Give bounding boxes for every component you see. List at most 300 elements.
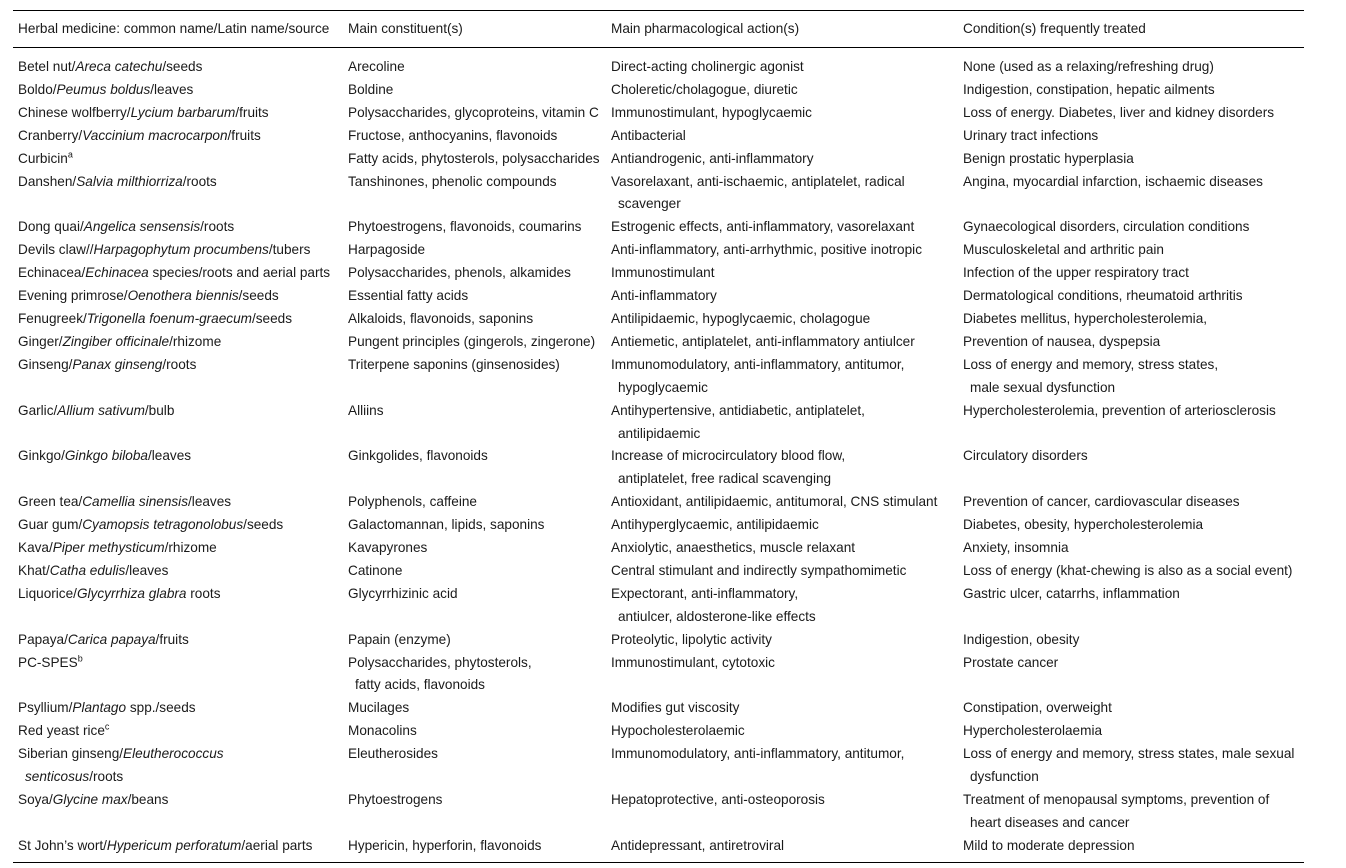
table <box>13 11 1304 862</box>
constituent-cell <box>343 102 606 125</box>
common-name: Cranberry/ <box>18 127 83 143</box>
common-name: Red yeast rice <box>18 723 105 739</box>
action-text: Antioxidant, antilipidaemic, antitumoral, CNS stimulant <box>611 494 938 510</box>
latin-name: Salvia milthiorriza <box>76 173 183 189</box>
table-row <box>13 354 1304 400</box>
common-name: Liquorice/ <box>18 585 77 601</box>
constituent-text: Polyphenols, caffeine <box>348 494 477 510</box>
constituent-cell <box>343 720 606 743</box>
condition-cell <box>958 262 1304 285</box>
table-row <box>13 239 1304 262</box>
action-cell <box>606 491 958 514</box>
herb-name-cell <box>13 789 343 835</box>
constituent-text: Ginkgolides, flavonoids <box>348 448 488 464</box>
table-row <box>13 400 1304 446</box>
condition-text: Dermatological conditions, rheumatoid arthritis <box>963 288 1243 304</box>
condition-text: Musculoskeletal and arthritic pain <box>963 242 1164 258</box>
condition-text: Loss of energy. Diabetes, liver and kidney disorders <box>963 104 1275 120</box>
common-name: Curbicin <box>18 150 68 166</box>
condition-cell <box>958 171 1304 217</box>
herb-name-cell <box>13 583 343 629</box>
constituent-text: Galactomannan, lipids, saponins <box>348 517 545 533</box>
action-cell <box>606 514 958 537</box>
action-text: Antidepressant, antiretroviral <box>611 837 785 853</box>
constituent-cell <box>343 583 606 629</box>
action-text: Immunostimulant, hypoglycaemic <box>611 104 812 120</box>
common-name: Papaya/ <box>18 631 68 647</box>
latin-name: Areca catechu <box>75 59 163 74</box>
bottom-rule <box>13 862 1304 863</box>
constituent-cell <box>343 285 606 308</box>
source-part: /fruits <box>235 104 269 120</box>
latin-name: Zingiber officinale <box>62 333 170 349</box>
source-part: /beans <box>127 792 169 807</box>
source-part: /roots <box>162 356 197 372</box>
common-name: Siberian ginseng/ <box>18 746 124 762</box>
common-name: Betel nut/ <box>18 59 76 74</box>
condition-text: Prevention of cancer, cardiovascular diseases <box>963 494 1240 510</box>
action-cell <box>606 331 958 354</box>
source-part: /leaves <box>150 81 194 97</box>
table-row <box>13 79 1304 102</box>
common-name: Danshen/ <box>18 173 77 189</box>
condition-cell <box>958 125 1304 148</box>
condition-cell <box>958 48 1304 79</box>
action-text: antiulcer, aldosterone-like effects <box>618 608 816 624</box>
source-part: /fruits <box>227 127 261 143</box>
constituent-text: Triterpene saponins (ginsenosides) <box>348 356 560 372</box>
action-cell <box>606 652 958 698</box>
condition-text: Loss of energy and memory, stress states, male sexual <box>963 746 1295 762</box>
source-part: /aerial parts <box>241 837 313 853</box>
action-text: Hypocholesterolaemic <box>611 723 745 739</box>
condition-text: Hypercholesterolemia, prevention of arteriosclerosis <box>963 402 1276 418</box>
condition-text: dysfunction <box>970 769 1039 785</box>
table-body <box>13 48 1304 862</box>
table-row <box>13 331 1304 354</box>
constituent-text: Alliins <box>348 402 384 418</box>
constituent-cell <box>343 537 606 560</box>
action-cell <box>606 239 958 262</box>
condition-cell <box>958 79 1304 102</box>
herb-name-cell <box>13 79 343 102</box>
condition-cell <box>958 537 1304 560</box>
action-text: Estrogenic effects, anti-inflammatory, vasorelaxant <box>611 219 915 235</box>
header-conditions-treated: Condition(s) frequently treated <box>963 21 1146 36</box>
herb-name-cell <box>13 331 343 354</box>
condition-text: male sexual dysfunction <box>970 379 1116 395</box>
condition-cell <box>958 743 1304 789</box>
action-cell <box>606 537 958 560</box>
common-name: Echinacea/ <box>18 265 86 281</box>
common-name: Dong quai/ <box>18 219 84 235</box>
condition-cell <box>958 789 1304 835</box>
condition-text: Circulatory disorders <box>963 448 1088 464</box>
constituent-cell <box>343 331 606 354</box>
condition-cell <box>958 835 1304 858</box>
table-row <box>13 652 1304 698</box>
herb-name-cell <box>13 262 343 285</box>
action-text: Antibacterial <box>611 127 686 143</box>
herb-name-cell <box>13 743 343 789</box>
latin-name: Piper methysticum <box>52 540 165 556</box>
action-text: Immunomodulatory, anti-inflammatory, antitumor, <box>611 356 905 372</box>
constituent-text: Polysaccharides, glycoproteins, vitamin C <box>348 104 599 120</box>
action-cell <box>606 629 958 652</box>
constituent-text: Eleutherosides <box>348 746 438 762</box>
latin-name: Eleutherococcus <box>123 746 224 762</box>
action-text: Hepatoprotective, anti-osteoporosis <box>611 792 825 807</box>
common-name: Devils claw// <box>18 242 94 258</box>
action-text: antilipidaemic <box>618 425 701 441</box>
condition-text: Gastric ulcer, catarrhs, inflammation <box>963 585 1180 601</box>
herb-name-cell <box>13 125 343 148</box>
herb-name-cell <box>13 652 343 698</box>
constituent-text: Boldine <box>348 81 394 97</box>
latin-name: Lycium barbarum <box>130 104 236 120</box>
constituent-cell <box>343 48 606 79</box>
condition-text: Treatment of menopausal symptoms, prevention of <box>963 792 1270 807</box>
latin-name: Carica papaya <box>67 631 156 647</box>
header-main-constituents: Main constituent(s) <box>348 21 463 36</box>
herb-name-cell <box>13 445 343 491</box>
latin-name: Harpagophytum procumbens <box>93 242 269 258</box>
condition-text: Loss of energy (khat-chewing is also as a social event) <box>963 562 1293 578</box>
action-text: Central stimulant and indirectly sympathomimetic <box>611 562 907 578</box>
latin-name: Cyamopsis tetragonolobus <box>82 517 244 533</box>
action-cell <box>606 835 958 858</box>
table-row <box>13 743 1304 789</box>
source-part: species/roots and aerial parts <box>148 265 331 281</box>
action-text: Antihyperglycaemic, antilipidaemic <box>611 517 819 533</box>
latin-name: Oenothera biennis <box>127 288 239 304</box>
action-cell <box>606 400 958 446</box>
latin-name: Echinacea <box>85 265 149 281</box>
condition-cell <box>958 148 1304 171</box>
herb-name-cell <box>13 148 343 171</box>
condition-text: Indigestion, obesity <box>963 631 1080 647</box>
action-text: Immunostimulant, cytotoxic <box>611 654 775 670</box>
latin-name: Panax ginseng <box>72 356 163 372</box>
latin-name-continued: senticosus <box>25 769 90 785</box>
condition-text: Loss of energy and memory, stress states, <box>963 356 1219 372</box>
constituent-cell <box>343 789 606 835</box>
latin-name: Catha edulis <box>49 562 126 578</box>
constituent-cell <box>343 125 606 148</box>
source-part: spp./seeds <box>126 700 196 716</box>
source-part: /seeds <box>243 517 284 533</box>
constituent-text: Alkaloids, flavonoids, saponins <box>348 310 534 326</box>
constituent-text: fatty acids, flavonoids <box>355 677 485 693</box>
source-part: roots <box>186 585 221 601</box>
common-name: PC-SPES <box>18 654 78 670</box>
herb-name-cell <box>13 629 343 652</box>
source-part: /fruits <box>155 631 189 647</box>
condition-cell <box>958 697 1304 720</box>
constituent-cell <box>343 491 606 514</box>
condition-text: Diabetes mellitus, hypercholesterolemia, <box>963 310 1208 326</box>
herb-name-cell <box>13 285 343 308</box>
action-cell <box>606 308 958 331</box>
table-row <box>13 285 1304 308</box>
latin-name: Allium sativum <box>57 402 145 418</box>
source-part: /seeds <box>251 310 293 326</box>
condition-text: Hypercholesterolaemia <box>963 723 1103 739</box>
footnote-marker: c <box>104 721 110 732</box>
action-text: Anti-inflammatory <box>611 288 717 304</box>
constituent-text: Polysaccharides, phenols, alkamides <box>348 265 571 281</box>
condition-cell <box>958 652 1304 698</box>
common-name: Kava/ <box>18 540 53 556</box>
source-part: /leaves <box>188 494 232 510</box>
constituent-text: Pungent principles (gingerols, zingerone) <box>348 333 596 349</box>
action-text: Choleretic/cholagogue, diuretic <box>611 81 798 97</box>
condition-cell <box>958 560 1304 583</box>
action-text: Antihypertensive, antidiabetic, antiplatelet, <box>611 402 865 418</box>
condition-text: heart diseases and cancer <box>970 814 1130 830</box>
latin-name: Trigonella foenum-graecum <box>86 310 252 326</box>
herb-name-cell <box>13 514 343 537</box>
action-text: Antiandrogenic, anti-inflammatory <box>611 150 814 166</box>
condition-cell <box>958 720 1304 743</box>
constituent-text: Arecoline <box>348 59 405 74</box>
action-cell <box>606 216 958 239</box>
table-row <box>13 148 1304 171</box>
action-cell <box>606 720 958 743</box>
condition-text: Prevention of nausea, dyspepsia <box>963 333 1161 349</box>
source-part: /bulb <box>144 402 175 418</box>
table-row <box>13 48 1304 79</box>
condition-cell <box>958 445 1304 491</box>
source-part: /leaves <box>148 448 192 464</box>
latin-name: Plantago <box>72 700 127 716</box>
action-text: Increase of microcirculatory blood flow, <box>611 448 846 464</box>
condition-text: Constipation, overweight <box>963 700 1112 716</box>
constituent-cell <box>343 171 606 217</box>
action-cell <box>606 789 958 835</box>
constituent-cell <box>343 262 606 285</box>
action-cell <box>606 102 958 125</box>
constituent-text: Fructose, anthocyanins, flavonoids <box>348 127 558 143</box>
constituent-cell <box>343 629 606 652</box>
table-row <box>13 789 1304 835</box>
constituent-cell <box>343 308 606 331</box>
herbal-medicine-table <box>13 10 1304 863</box>
condition-text: Anxiety, insomnia <box>963 540 1069 556</box>
latin-name: Camellia sinensis <box>82 494 189 510</box>
constituent-cell <box>343 400 606 446</box>
constituent-text: Catinone <box>348 562 403 578</box>
constituent-text: Monacolins <box>348 723 417 739</box>
herb-name-cell <box>13 216 343 239</box>
constituent-cell <box>343 148 606 171</box>
constituent-cell <box>343 445 606 491</box>
action-cell <box>606 125 958 148</box>
herb-name-cell <box>13 697 343 720</box>
condition-cell <box>958 239 1304 262</box>
action-text: Antilipidaemic, hypoglycaemic, cholagogue <box>611 310 871 326</box>
latin-name: Angelica sensensis <box>83 219 201 235</box>
common-name: Ginkgo/ <box>18 448 65 464</box>
condition-text: Infection of the upper respiratory tract <box>963 265 1189 281</box>
common-name: Fenugreek/ <box>18 310 87 326</box>
herb-name-cell <box>13 48 343 79</box>
header-pharmacological-actions: Main pharmacological action(s) <box>611 21 800 36</box>
constituent-cell <box>343 239 606 262</box>
condition-text: Urinary tract infections <box>963 127 1099 143</box>
action-cell <box>606 48 958 79</box>
condition-cell <box>958 216 1304 239</box>
table-row <box>13 262 1304 285</box>
condition-cell <box>958 400 1304 446</box>
table-row <box>13 171 1304 217</box>
action-text: antiplatelet, free radical scavenging <box>618 471 832 487</box>
action-cell <box>606 262 958 285</box>
table-row <box>13 514 1304 537</box>
action-cell <box>606 560 958 583</box>
table-row <box>13 697 1304 720</box>
action-cell <box>606 445 958 491</box>
constituent-text: Hypericin, hyperforin, flavonoids <box>348 837 542 853</box>
action-text: Modifies gut viscosity <box>611 700 740 716</box>
condition-text: Mild to moderate depression <box>963 837 1135 853</box>
herb-name-cell <box>13 560 343 583</box>
condition-text: Prostate cancer <box>963 654 1059 670</box>
table-row <box>13 537 1304 560</box>
common-name: Evening primrose/ <box>18 288 128 304</box>
table-row <box>13 216 1304 239</box>
condition-cell <box>958 514 1304 537</box>
constituent-text: Kavapyrones <box>348 540 428 556</box>
common-name: Green tea/ <box>18 494 83 510</box>
source-part: /roots <box>89 769 124 785</box>
latin-name: Peumus boldus <box>56 81 151 97</box>
constituent-text: Harpagoside <box>348 242 426 258</box>
constituent-text: Mucilages <box>348 700 410 716</box>
action-cell <box>606 354 958 400</box>
action-cell <box>606 148 958 171</box>
footnote-marker: b <box>77 653 83 664</box>
constituent-cell <box>343 216 606 239</box>
table-row <box>13 560 1304 583</box>
source-part: /rhizome <box>169 333 222 349</box>
action-cell <box>606 697 958 720</box>
constituent-cell <box>343 652 606 698</box>
table-row <box>13 308 1304 331</box>
action-text: Anti-inflammatory, anti-arrhythmic, positive inotropic <box>611 242 922 258</box>
constituent-cell <box>343 560 606 583</box>
common-name: Boldo/ <box>18 81 57 97</box>
condition-text: Gynaecological disorders, circulation conditions <box>963 219 1250 235</box>
constituent-text: Essential fatty acids <box>348 288 469 304</box>
condition-text: None (used as a relaxing/refreshing drug) <box>963 59 1214 74</box>
herb-name-cell <box>13 354 343 400</box>
latin-name: Glycine max <box>52 792 128 807</box>
common-name: Chinese wolfberry/ <box>18 104 131 120</box>
common-name: Guar gum/ <box>18 517 83 533</box>
footnote-marker: a <box>67 149 73 160</box>
header-herbal-medicine: Herbal medicine: common name/Latin name/source <box>18 21 330 36</box>
constituent-text: Fatty acids, phytosterols, polysaccharides <box>348 150 600 166</box>
common-name: Khat/ <box>18 562 50 578</box>
table-row <box>13 445 1304 491</box>
condition-cell <box>958 102 1304 125</box>
herb-name-cell <box>13 835 343 858</box>
action-cell <box>606 743 958 789</box>
common-name: Garlic/ <box>18 402 58 418</box>
herb-name-cell <box>13 400 343 446</box>
constituent-text: Phytoestrogens <box>348 792 443 807</box>
table-row <box>13 583 1304 629</box>
source-part: /tubers <box>268 242 311 258</box>
condition-cell <box>958 354 1304 400</box>
constituent-text: Glycyrrhizinic acid <box>348 585 458 601</box>
condition-cell <box>958 629 1304 652</box>
latin-name: Vaccinium macrocarpon <box>82 127 228 143</box>
condition-cell <box>958 331 1304 354</box>
table-row <box>13 720 1304 743</box>
common-name: Psyllium/ <box>18 700 73 716</box>
table-row <box>13 629 1304 652</box>
constituent-cell <box>343 835 606 858</box>
table-row <box>13 491 1304 514</box>
common-name: St John’s wort/ <box>18 837 107 853</box>
source-part: /roots <box>182 173 217 189</box>
herb-name-cell <box>13 491 343 514</box>
action-text: Antiemetic, antiplatelet, anti-inflammatory antiulcer <box>611 333 915 349</box>
source-part: /roots <box>200 219 235 235</box>
action-text: Expectorant, anti-inflammatory, <box>611 585 799 601</box>
source-part: /seeds <box>162 59 203 74</box>
action-text: hypoglycaemic <box>618 379 708 395</box>
herb-name-cell <box>13 102 343 125</box>
source-part: /seeds <box>238 288 279 304</box>
constituent-text: Phytoestrogens, flavonoids, coumarins <box>348 219 582 235</box>
action-text: Direct-acting cholinergic agonist <box>611 59 804 74</box>
constituent-cell <box>343 514 606 537</box>
constituent-cell <box>343 79 606 102</box>
action-cell <box>606 583 958 629</box>
action-cell <box>606 79 958 102</box>
condition-cell <box>958 583 1304 629</box>
constituent-cell <box>343 743 606 789</box>
herb-name-cell <box>13 308 343 331</box>
herb-name-cell <box>13 537 343 560</box>
action-cell <box>606 171 958 217</box>
common-name: Ginseng/ <box>18 356 73 372</box>
latin-name: Ginkgo biloba <box>64 448 148 464</box>
condition-text: Angina, myocardial infarction, ischaemic diseases <box>963 173 1263 189</box>
constituent-text: Tanshinones, phenolic compounds <box>348 173 557 189</box>
constituent-cell <box>343 354 606 400</box>
constituent-text: Polysaccharides, phytosterols, <box>348 654 532 670</box>
table-row <box>13 835 1304 858</box>
table-row <box>13 125 1304 148</box>
action-text: Anxiolytic, anaesthetics, muscle relaxant <box>611 540 856 556</box>
latin-name: Glycyrrhiza glabra <box>76 585 187 601</box>
action-cell <box>606 285 958 308</box>
constituent-cell <box>343 697 606 720</box>
latin-name: Hypericum perforatum <box>106 837 242 853</box>
source-part: /leaves <box>125 562 169 578</box>
condition-text: Benign prostatic hyperplasia <box>963 150 1134 166</box>
header-row <box>13 11 1304 47</box>
common-name: Ginger/ <box>18 333 63 349</box>
constituent-text: Papain (enzyme) <box>348 631 451 647</box>
action-text: Immunostimulant <box>611 265 715 281</box>
action-text: Proteolytic, lipolytic activity <box>611 631 772 647</box>
condition-cell <box>958 491 1304 514</box>
